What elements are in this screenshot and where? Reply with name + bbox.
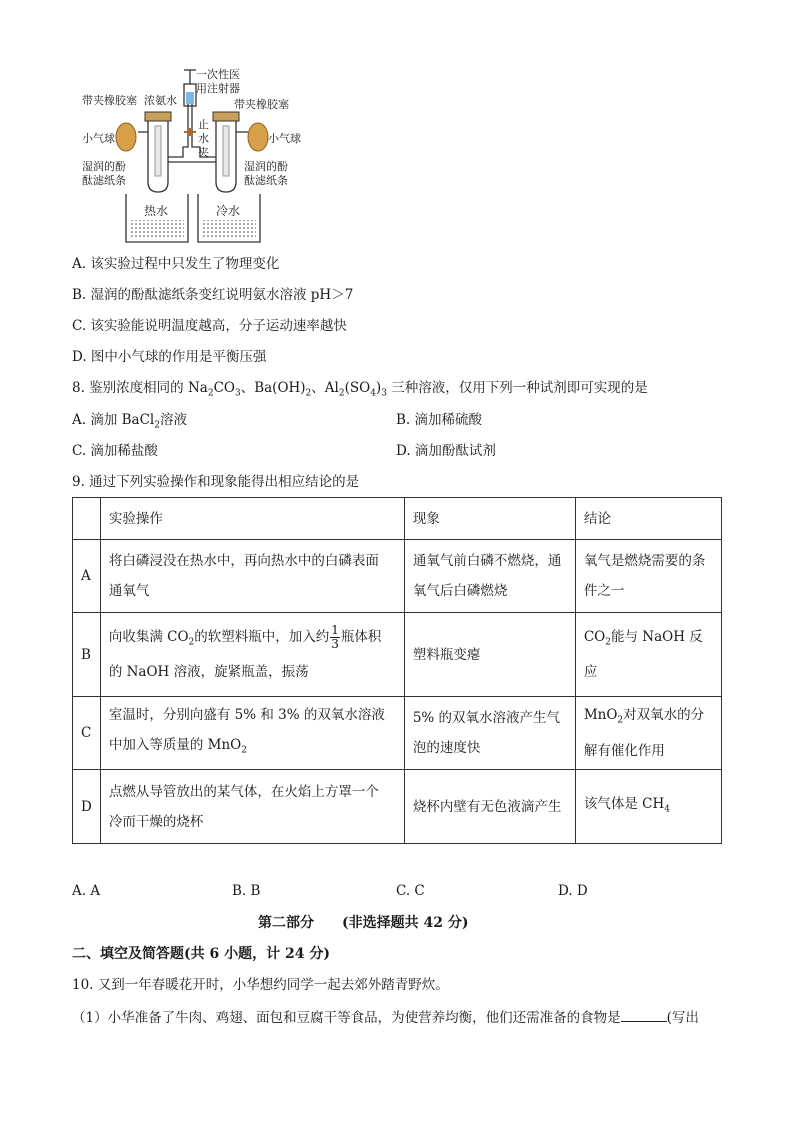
table-header-row — [73, 498, 722, 540]
row-a-phenomenon: 通氧气前白磷不燃烧，通 氧气后白磷燃烧 — [404, 540, 575, 613]
apparatus-figure — [78, 62, 308, 252]
q7-option-d: D. 图中小气球的作用是平衡压强 — [72, 349, 267, 365]
header-conclusion: 结论 — [575, 498, 721, 540]
q8-option-c: C. 滴加稀盐酸 — [72, 443, 158, 459]
label-clip-1: 止 — [198, 118, 209, 131]
row-c-phenomenon: 5% 的双氧水溶液产生气 泡的速度快 — [404, 697, 575, 770]
label-stopper-right: 带夹橡胶塞 — [234, 98, 289, 111]
q9-answer-a: A. A — [72, 883, 101, 899]
left-balloon — [116, 123, 136, 151]
label-cold-water: 冷水 — [216, 204, 241, 218]
row-c-operation: 室温时，分别向盛有 5% 和 3% 的双氧水溶液 中加入等质量的 MnO$_2$ — [100, 697, 404, 770]
q10-stem: 10. 又到一年春暖花开时，小华想约同学一起去郊外踏青野炊。 — [72, 977, 449, 993]
q8-option-b: B. 滴加稀硫酸 — [396, 412, 483, 428]
q9-answer-d: D. D — [558, 883, 588, 899]
row-b-phenomenon: 塑料瓶变瘪 — [404, 613, 575, 697]
q7-option-a: A. 该实验过程中只发生了物理变化 — [72, 256, 280, 272]
table-row — [73, 697, 722, 770]
label-clip-2: 水 — [198, 132, 209, 145]
row-c-conclusion: MnO$_2$对双氧水的分 解有催化作用 — [575, 697, 721, 770]
right-stopper — [213, 112, 239, 121]
label-ammonia: 浓氨水 — [144, 94, 177, 107]
label-paper-right-2: 酞滤纸条 — [244, 174, 288, 187]
water-dots — [130, 220, 256, 238]
row-b-operation: 向收集满 $CO_2$的软塑料瓶中，加入约 $\frac{1}{3}$ 瓶体积 的 NaOH 溶液，旋紧瓶盖，振荡 — [100, 613, 404, 697]
right-balloon — [248, 123, 268, 151]
left-stopper — [145, 112, 171, 121]
label-hot-water: 热水 — [144, 204, 169, 218]
label-stopper-left: 带夹橡胶塞 — [82, 94, 137, 107]
row-label-a: A — [73, 540, 101, 613]
row-label-b: B — [73, 613, 101, 697]
header-phenomenon: 现象 — [404, 498, 575, 540]
q8-option-d: D. 滴加酚酞试剂 — [396, 443, 496, 459]
ammonia-fluid — [186, 92, 194, 104]
row-d-phenomenon: 烧杯内壁有无色液滴产生 — [404, 770, 575, 844]
water-clip — [184, 128, 196, 136]
label-syringe-2: 用注射器 — [196, 82, 240, 95]
row-d-conclusion: 该气体是 $CH_4$ — [575, 770, 721, 844]
right-filter-paper — [223, 126, 229, 176]
table-row — [73, 770, 722, 844]
q10-sub1: （1）小华准备了牛肉、鸡翅、面包和豆腐干等食品，为使营养均衡，他们还需准备的食物是 (写出 — [72, 1007, 699, 1028]
label-paper-right-1: 湿润的酚 — [244, 160, 288, 173]
row-label-d: D — [73, 770, 101, 844]
header-operation: 实验操作 — [100, 498, 404, 540]
table-row — [73, 613, 722, 697]
label-syringe: 一次性医 — [196, 68, 240, 81]
q8-stem: 8. 鉴别浓度相同的 $Na_2CO_3$、$Ba(OH)_2$、$Al_2(SO_4)_3$ 三种溶液，仅用下列一种试剂即可实现的是 — [72, 380, 648, 399]
row-b-conclusion: $CO_2$能与 NaOH 反应 — [575, 613, 721, 697]
q7-option-b: B. 湿润的酚酞滤纸条变红说明氨水溶液 pH＞7 — [72, 287, 354, 303]
q9-stem: 9. 通过下列实验操作和现象能得出相应结论的是 — [72, 474, 360, 490]
label-paper-left-2: 酞滤纸条 — [82, 174, 126, 187]
row-label-c: C — [73, 697, 101, 770]
section2-title: 二、填空及简答题(共 6 小题，计 24 分) — [72, 946, 330, 962]
left-filter-paper — [155, 126, 161, 176]
q8-option-a: A. 滴加 BaCl$_2$溶液 — [72, 412, 187, 431]
row-d-operation: 点燃从导管放出的某气体，在火焰上方罩一个 冷而干燥的烧杯 — [100, 770, 404, 844]
q9-answer-c: C. C — [396, 883, 425, 899]
q9-answer-b: B. B — [232, 883, 261, 899]
label-paper-left-1: 湿润的酚 — [82, 160, 126, 173]
row-a-conclusion: 氧气是燃烧需要的条 件之一 — [575, 540, 721, 613]
label-balloon-left: 小气球 — [82, 132, 115, 145]
apparatus-diagram — [78, 62, 308, 252]
table-row — [73, 540, 722, 613]
header-blank — [73, 498, 101, 540]
answer-blank[interactable] — [621, 1007, 667, 1022]
fraction-one-third: $\frac{1}{3}$ — [331, 622, 339, 651]
label-clip-3: 夹 — [198, 146, 209, 159]
part2-title: 第二部分 (非选择题共 42 分) — [258, 915, 469, 931]
row-a-operation: 将白磷浸没在热水中，再向热水中的白磷表面 通氧气 — [100, 540, 404, 613]
q9-table — [72, 497, 722, 844]
label-balloon-right: 小气球 — [268, 132, 301, 145]
q7-option-c: C. 该实验能说明温度越高，分子运动速率越快 — [72, 318, 347, 334]
